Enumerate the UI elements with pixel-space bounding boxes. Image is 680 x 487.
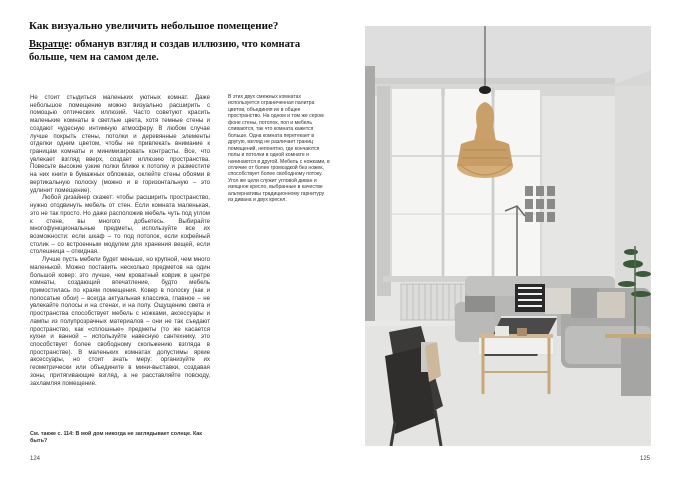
interior-photo-illustration xyxy=(365,26,651,446)
body-text xyxy=(30,94,210,387)
subtitle-rest: : обманув взгляд и создав иллюзию, что комната больше, чем на самом деле. xyxy=(29,39,301,63)
body-paragraph: Любой дизайнер скажет: чтобы расширить пространство, нужно отодвинуть мебель от стен. Если комната маленькая, это не так просто. Но даже расположив мебель чуть под углом к стене, вы многого добьетесь. Выбирайте многофункциональные предметы, используйте все их возможности: если шкаф – то под потолок, если кофейный столик – со встроенным модулем для хранения вещей, если столешница – откидная. xyxy=(30,194,210,256)
page-title: Как визуально увеличить небольшое помещение? xyxy=(29,20,279,32)
page-subtitle xyxy=(29,38,329,64)
page-number-left: 124 xyxy=(30,456,41,462)
page-number-right: 125 xyxy=(640,456,651,462)
body-paragraph: Не стоит стыдиться маленьких уютных комнат. Даже небольшое помещение можно визуально расширить с помощью оптических иллюзий. Часто советуют красить маленькие комнаты в светлые цвета, хотя темные стены и создают чудесную интимную атмосферу. В любом случае лучше покрыть стены, потолки и деревянные элементы отделки одним цветом, чтобы не привлекать внимание к границам комнаты и минимизировать контрасты. Все, что увлекает взгляд вверх, создает иллюзию пространства. Повесьте высокие узкие полки ближе к потолку и разместите на них книги в бумажных обложках, оклейте стены обоями в вертикальную полоску (можно и в горизонтальную – это удлинит помещение). xyxy=(30,94,210,194)
see-also-note: См. также с. 114: В мой дом никогда не заглядывает солнце. Как быть? xyxy=(30,431,202,444)
body-paragraph: Лучше пусть мебели будет меньше, но крупной, чем много маленькой. Можно поставить несколько предметов на один большой ковер: это лучше, чем кроватный коврик в центре комнаты, создающий впечатление, будто мебель примостилась по краям помещения. Ковер в полоску (как и полосатые обои) – всегда актуальная классика, главное – не увлекайте полосы и на стенах, и на полу. Ощущению света и пространства способствует мебель с ножками, аксессуары и лампы из полупрозрачных материалов – они не так съедают пространство, как «сплошные» предметы (то же касается кухни и ванной – используйте навесную сантехнику, это способствует более свободному скольжению взгляда в пространстве). В маленьких комнатах допустимы яркие аксессуары, но стоит знать меру: организуйте их геометрически или объедините в мини-выставки, создавая зоны, притягивающие взгляд, а не расставляйте повсюду, захламляя помещение. xyxy=(30,256,210,387)
right-page xyxy=(340,0,680,487)
photo-caption: В этих двух смежных комнатах используется ограниченная палитра цветов, объединяя их в общее пространство. На одном и том же сером фоне стены, потолок, пол и мебель сливаются, так что комната кажется больше. Одна комната перетекает в другую, взгляд не различает границ помещений, непонятно, где кончаются полы и потолки в одной комнате и начинаются в другой. Мебель с ножками, в отличие от более громоздкой без ножек, способствует более свободному потоку. Угол же цели служит угловой диван и изящное кресло, выбранные в качестве альтернативы традиционному гарнитуру из дивана и двух кресел. xyxy=(228,94,330,204)
interior-photo xyxy=(365,26,651,446)
subtitle-lead: Вкратце xyxy=(29,39,69,50)
